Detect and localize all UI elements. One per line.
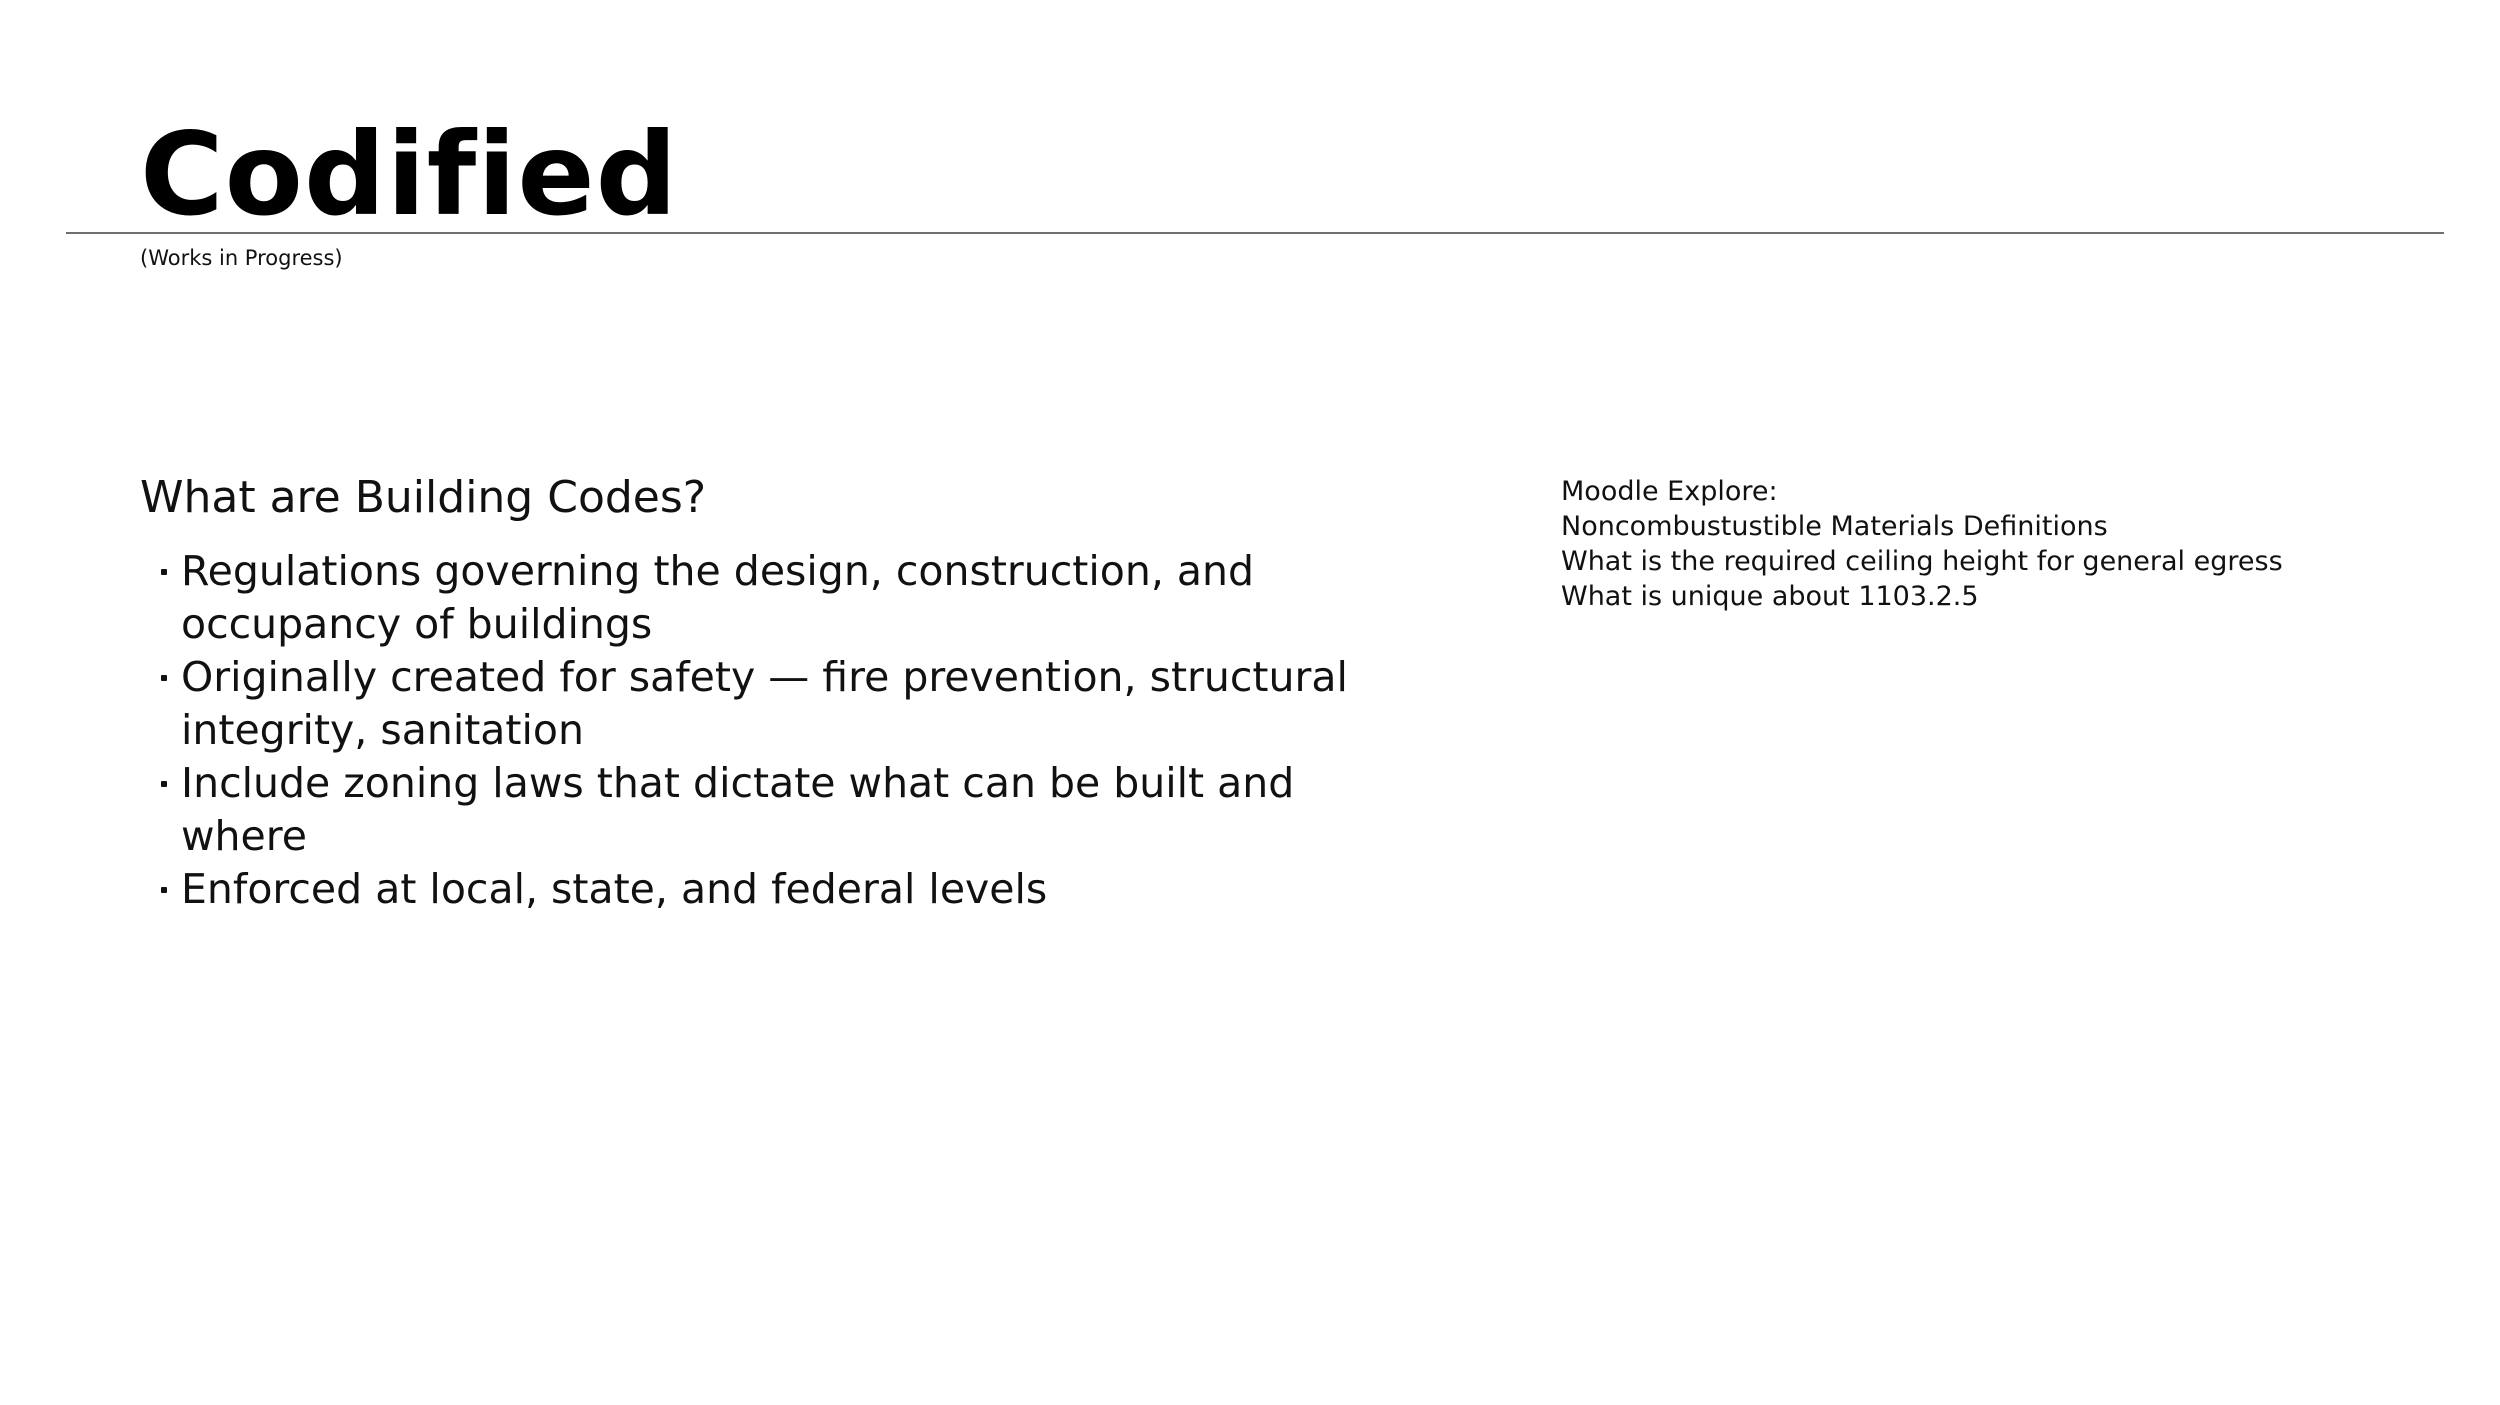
note-line: What is the required ceiling height for general egress bbox=[1561, 546, 2283, 577]
bullet-icon bbox=[161, 781, 167, 787]
bullet-item bbox=[140, 757, 1360, 863]
note-line: Moodle Explore: bbox=[1561, 476, 1778, 507]
note-line: Noncombustustible Materials Definitions bbox=[1561, 511, 2108, 542]
bullet-text: Include zoning laws that dictate what can be built and where bbox=[181, 758, 1295, 860]
bullet-text: Regulations governing the design, construction, and occupancy of buildings bbox=[181, 546, 1255, 648]
slide-subtitle: (Works in Progress) bbox=[140, 246, 343, 270]
bullet-text: Enforced at local, state, and federal levels bbox=[181, 864, 1048, 913]
bullet-item bbox=[140, 545, 1360, 651]
title-divider bbox=[66, 232, 2444, 234]
bullet-text: Originally created for safety — fire prevention, structural integrity, sanitation bbox=[181, 652, 1348, 754]
main-content bbox=[140, 472, 1360, 916]
side-notes bbox=[1561, 474, 2461, 614]
bullet-icon bbox=[161, 675, 167, 681]
bullet-item bbox=[140, 863, 1360, 916]
bullet-list bbox=[140, 545, 1360, 916]
section-heading: What are Building Codes? bbox=[140, 472, 707, 523]
bullet-icon bbox=[161, 887, 167, 893]
bullet-icon bbox=[161, 569, 167, 575]
bullet-item bbox=[140, 651, 1360, 757]
note-line: What is unique about 1103.2.5 bbox=[1561, 581, 1979, 612]
slide-title: Codified bbox=[140, 108, 679, 241]
